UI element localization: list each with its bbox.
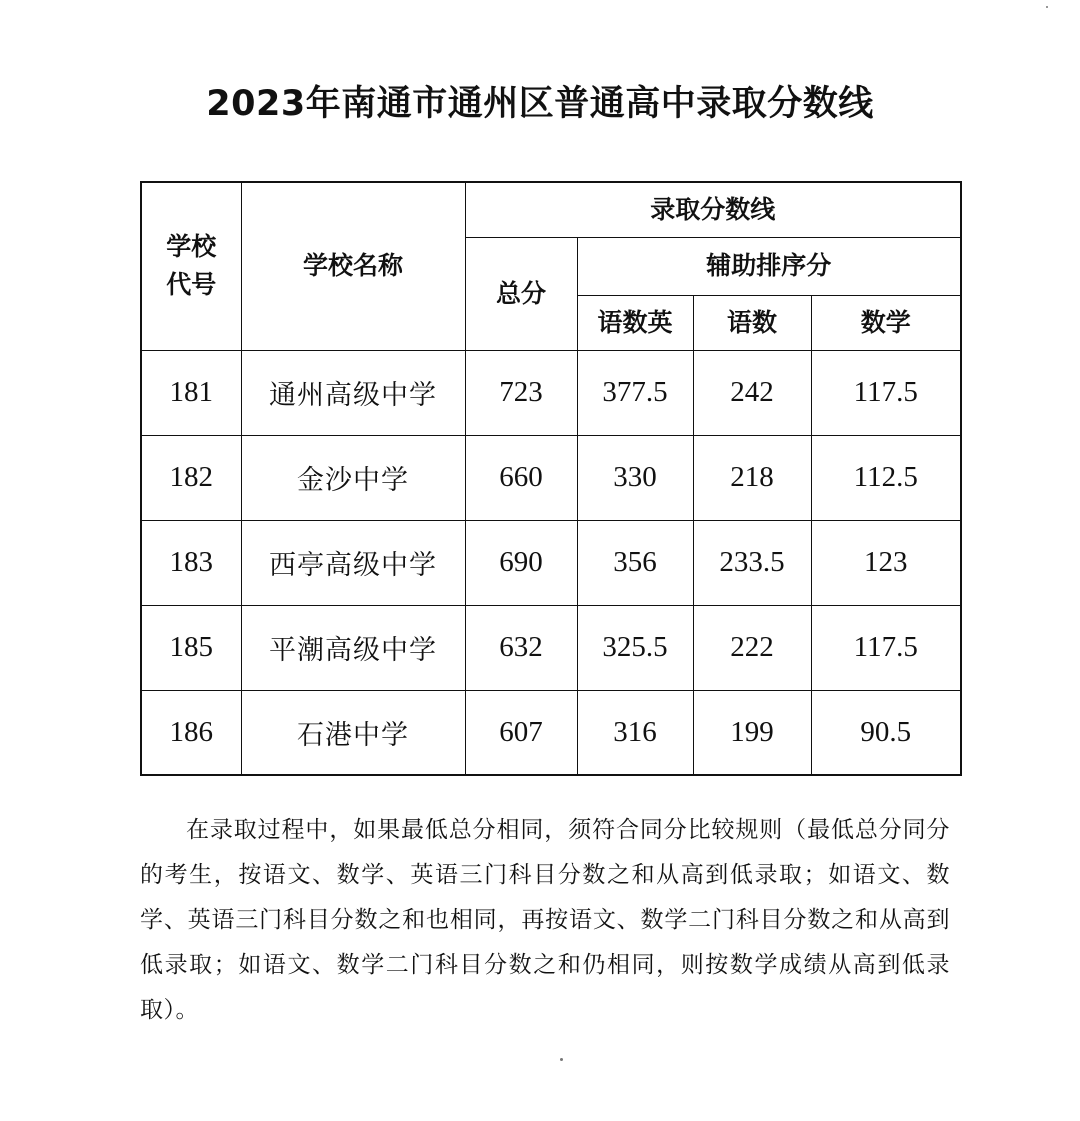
- header-cutoff-group: 录取分数线: [465, 182, 961, 237]
- table-row: [141, 350, 961, 435]
- header-aux-group: 辅助排序分: [577, 237, 961, 295]
- cell-total: 632: [465, 605, 577, 690]
- cell-chinese-math: 242: [693, 350, 811, 435]
- cell-chinese-math-english: 316: [577, 690, 693, 775]
- cell-math: 117.5: [811, 350, 961, 435]
- header-chinese-math: 语数: [693, 295, 811, 350]
- header-math: 数学: [811, 295, 961, 350]
- cell-math: 117.5: [811, 605, 961, 690]
- cell-math: 90.5: [811, 690, 961, 775]
- cell-chinese-math: 233.5: [693, 520, 811, 605]
- cell-total: 723: [465, 350, 577, 435]
- cell-chinese-math-english: 325.5: [577, 605, 693, 690]
- cell-school-name: 平潮高级中学: [241, 605, 465, 690]
- cell-code: 185: [141, 605, 241, 690]
- cell-school-name: 西亭高级中学: [241, 520, 465, 605]
- header-total: 总分: [465, 237, 577, 350]
- cell-code: 181: [141, 350, 241, 435]
- cell-school-name: 石港中学: [241, 690, 465, 775]
- cell-code: 186: [141, 690, 241, 775]
- cell-chinese-math: 222: [693, 605, 811, 690]
- header-chinese-math-english: 语数英: [577, 295, 693, 350]
- scan-speck: [560, 1058, 563, 1061]
- scan-speck: [1046, 6, 1048, 8]
- cell-total: 607: [465, 690, 577, 775]
- table-row: [141, 690, 961, 775]
- cell-chinese-math-english: 330: [577, 435, 693, 520]
- cutoff-score-table: [140, 181, 962, 776]
- header-school-name: 学校名称: [241, 182, 465, 350]
- cell-math: 123: [811, 520, 961, 605]
- cell-chinese-math: 199: [693, 690, 811, 775]
- tie-break-note: 在录取过程中，如果最低总分相同，须符合同分比较规则（最低总分同分的考生，按语文、数学、英语三门科目分数之和从高到低录取；如语文、数学、英语三门科目分数之和也相同，再按语文、数学二门科目分数之和从高到低录取；如语文、数学二门科目分数之和仍相同，则按数学成绩从高到低录取）。: [140, 817, 950, 1023]
- table-row: [141, 605, 961, 690]
- page-title: 2023年南通市通州区普通高中录取分数线: [206, 84, 874, 124]
- cell-code: 182: [141, 435, 241, 520]
- header-school-code: 学校代号: [141, 182, 241, 350]
- cell-school-name: 通州高级中学: [241, 350, 465, 435]
- table-row: [141, 520, 961, 605]
- cell-chinese-math-english: 356: [577, 520, 693, 605]
- cell-math: 112.5: [811, 435, 961, 520]
- table-row: [141, 435, 961, 520]
- cell-chinese-math-english: 377.5: [577, 350, 693, 435]
- cell-total: 690: [465, 520, 577, 605]
- cell-school-name: 金沙中学: [241, 435, 465, 520]
- cell-total: 660: [465, 435, 577, 520]
- cell-chinese-math: 218: [693, 435, 811, 520]
- cell-code: 183: [141, 520, 241, 605]
- header-row-1: [141, 182, 961, 237]
